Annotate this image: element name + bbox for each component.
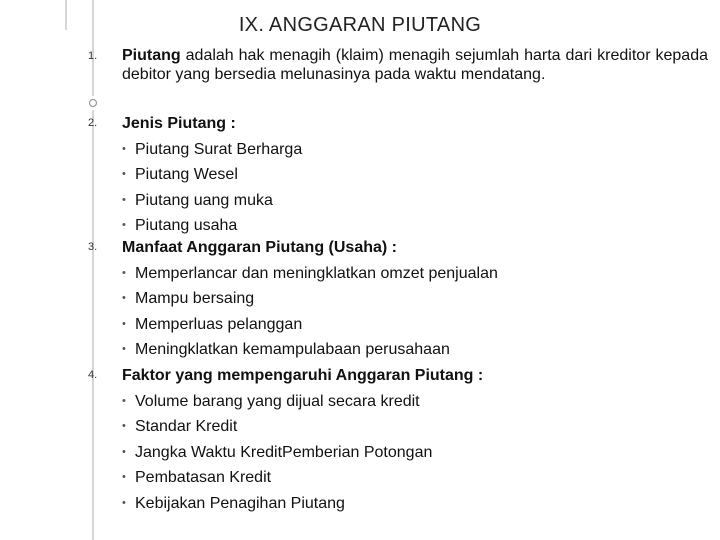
item-number: 1. (88, 50, 98, 62)
list-item-2 (88, 111, 708, 239)
decorative-vertical-line (0, 0, 110, 540)
bullet-icon: • (122, 193, 126, 206)
item-number: 2. (88, 117, 98, 129)
list-item-4 (88, 363, 708, 516)
definition-paragraph (122, 46, 708, 84)
ring-ornament-icon (90, 100, 97, 107)
section-heading: Faktor yang mempengaruhi Anggaran Piutang : (122, 367, 484, 384)
bullet-icon: • (122, 292, 126, 304)
sub-list-item: • Piutang usaha (122, 213, 708, 239)
page-title: IX. ANGGARAN PIUTANG (238, 14, 482, 36)
bullet-icon: • (122, 496, 126, 509)
bullet-icon: • (122, 142, 126, 155)
sub-list-item: • Standar Kredit (122, 414, 708, 440)
sub-list-item: • Mampu bersaing (122, 286, 708, 312)
sub-list (122, 389, 708, 517)
section-heading: Jenis Piutang : (122, 115, 236, 132)
sub-list-item: • Kebijakan Penagihan Piutang (122, 491, 708, 517)
sub-list-item: • Memperluas pelanggan (122, 312, 708, 338)
sub-list (122, 137, 708, 239)
item-number: 4. (88, 369, 98, 381)
bullet-icon: • (122, 471, 126, 483)
bullet-icon: • (122, 394, 126, 407)
sub-list-item: • Piutang uang muka (122, 188, 708, 214)
sub-list (122, 261, 708, 363)
sub-list-item: • Volume barang yang dijual secara kredit (122, 389, 708, 415)
bullet-icon: • (122, 343, 126, 355)
section-heading: Manfaat Anggaran Piutang (Usaha) : (122, 239, 397, 256)
sub-list-item: • Meningklatkan kemampulabaan perusahaan (122, 337, 708, 363)
bullet-icon: • (122, 266, 126, 279)
bullet-icon: • (122, 219, 126, 231)
sub-list-item: • Memperlancar dan meningklatkan omzet penjualan (122, 261, 708, 287)
bullet-icon: • (122, 420, 126, 432)
sub-list-item: • Pembatasan Kredit (122, 465, 708, 491)
sub-list-item: • Piutang Wesel (122, 162, 708, 188)
bullet-icon: • (122, 168, 126, 180)
item-number: 3. (88, 241, 98, 253)
list-item-3 (88, 235, 708, 363)
definition-text: adalah hak menagih (klaim) menagih sejumlah harta dari kreditor kepada debitor yang bersedia melunasinya pada waktu mendatang. (122, 47, 708, 83)
bullet-icon: • (122, 445, 126, 458)
list-item-1 (88, 46, 708, 84)
sub-list-item: • Piutang Surat Berharga (122, 137, 708, 163)
sub-list-item: • Jangka Waktu KreditPemberian Potongan (122, 440, 708, 466)
bullet-icon: • (122, 317, 126, 330)
definition-term: Piutang (122, 47, 181, 64)
